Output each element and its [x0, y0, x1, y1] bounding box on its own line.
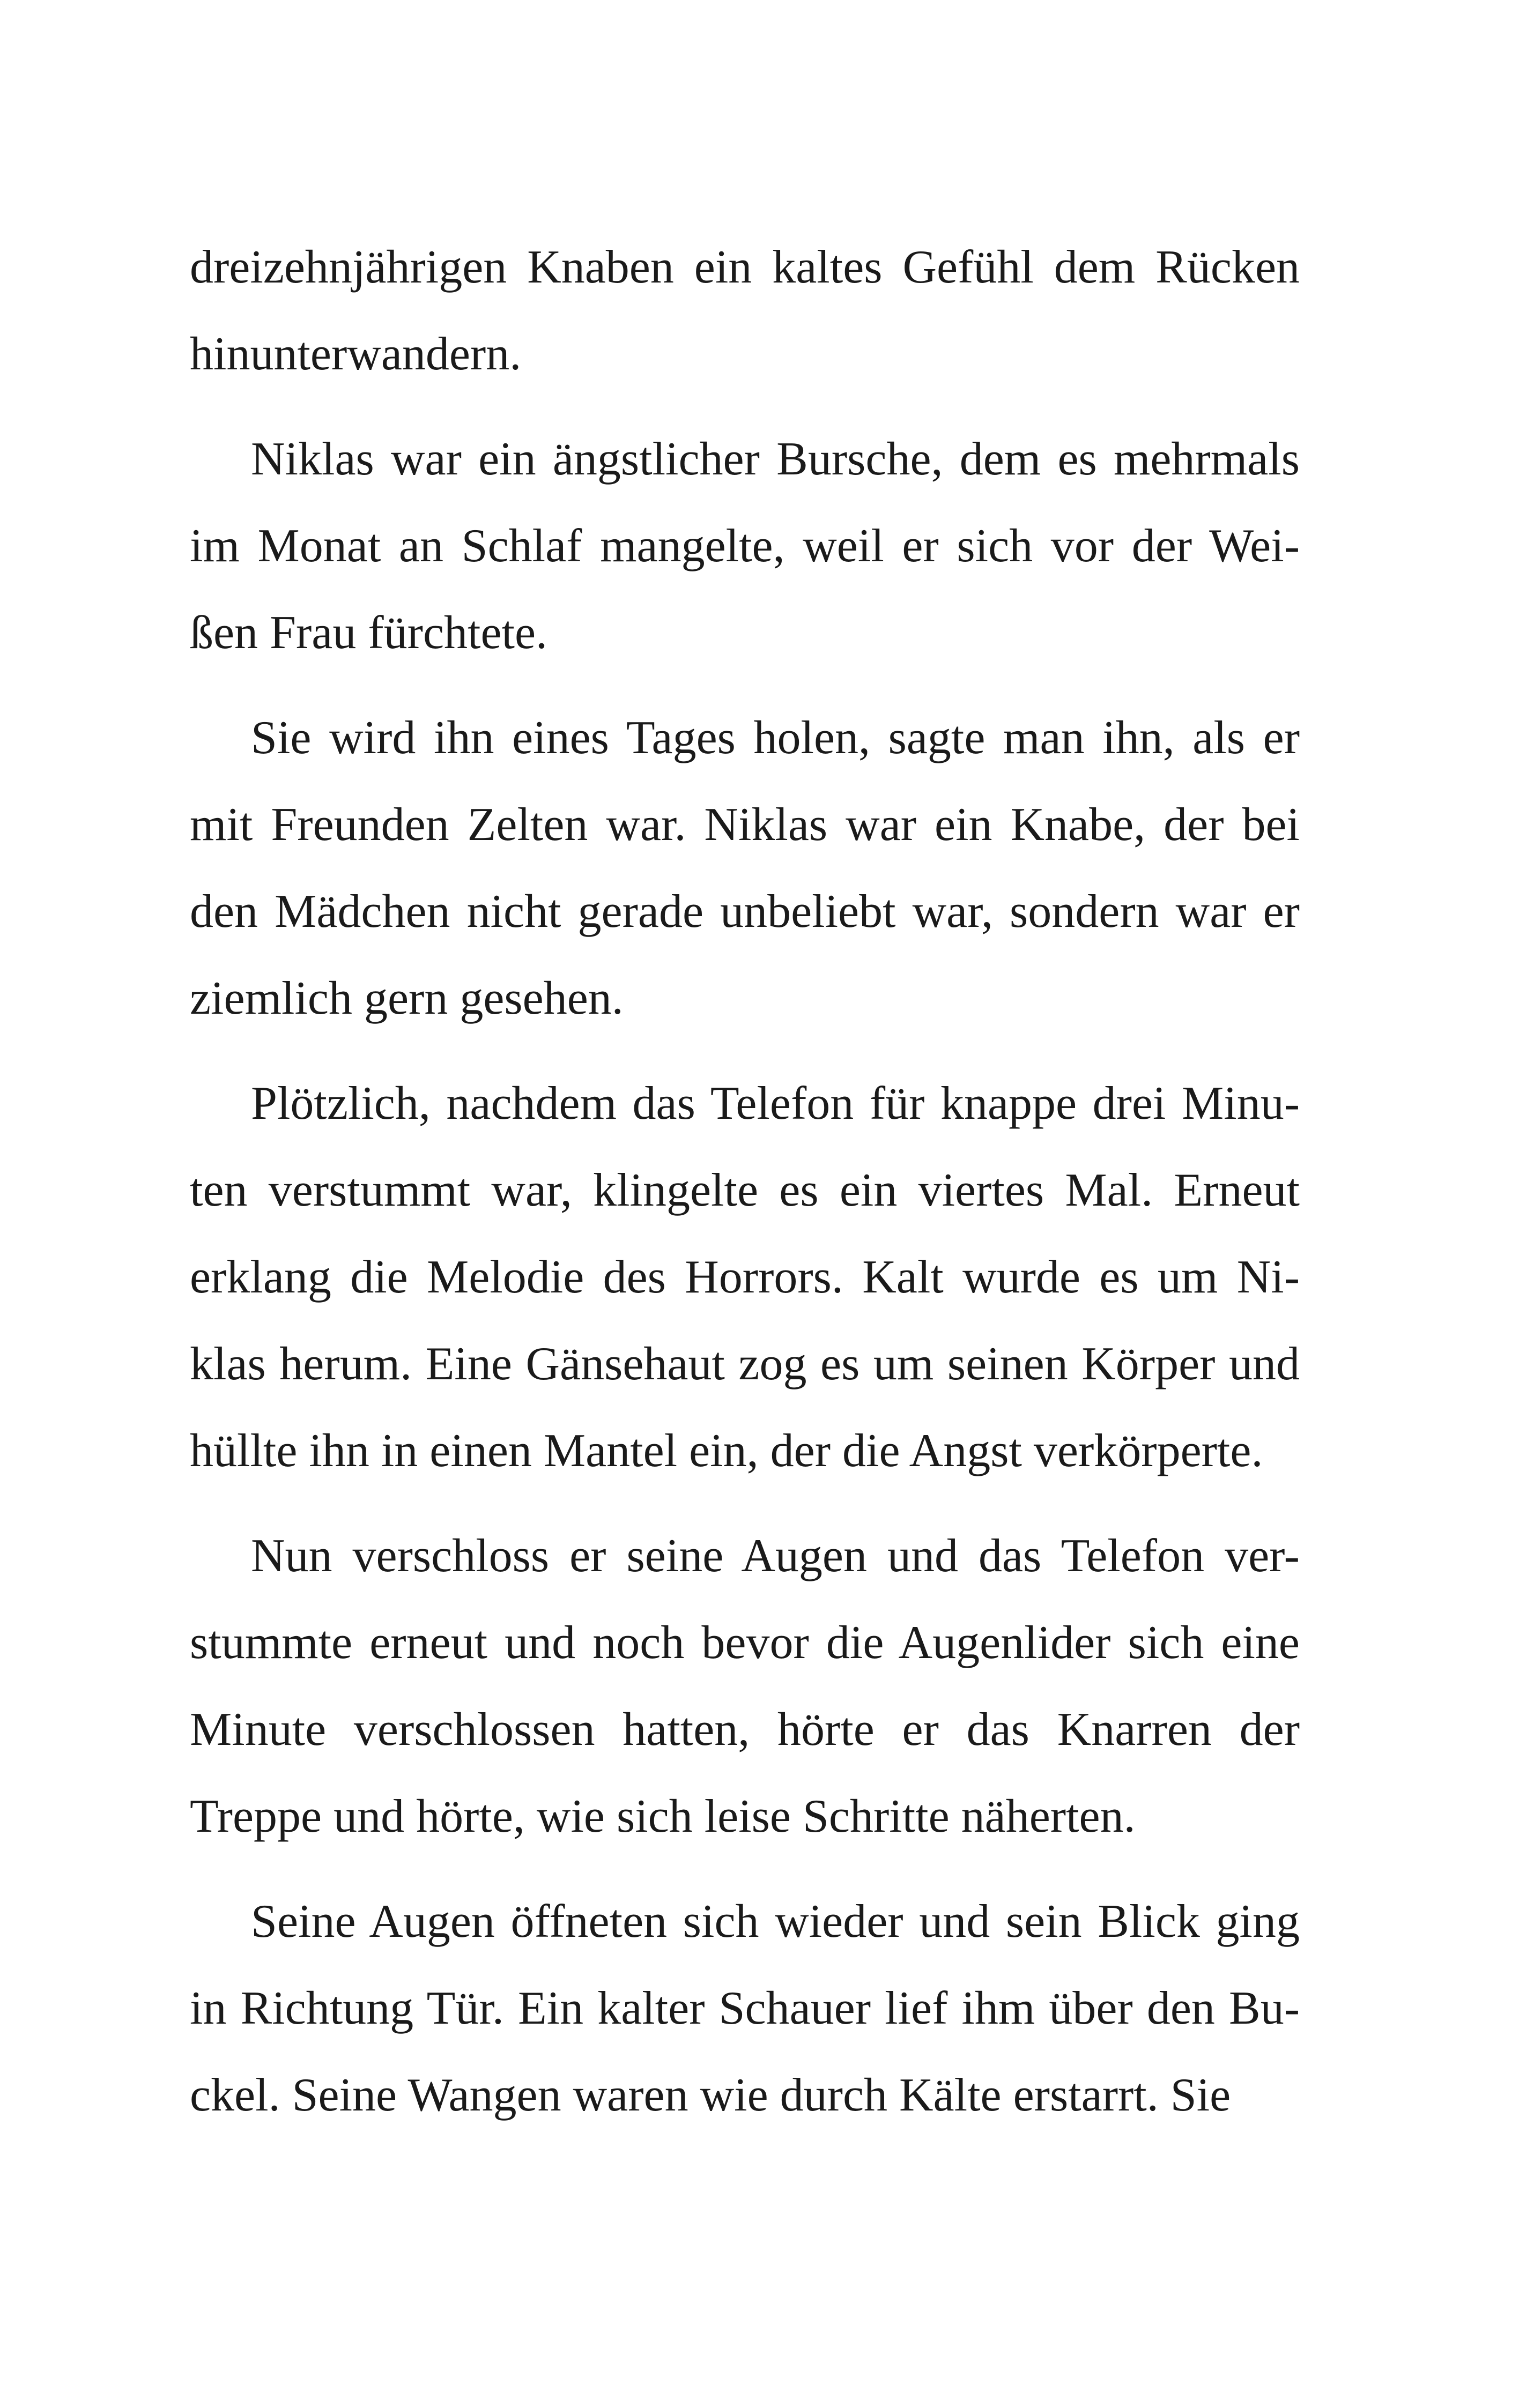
text-line-row — [190, 782, 1300, 868]
text-line-row — [190, 2052, 1300, 2139]
text-line: Niklas war ein ängstlicher Bursche, dem es mehrmals — [251, 433, 1300, 485]
text-line-row — [190, 1600, 1300, 1686]
text-line-row — [190, 1321, 1300, 1408]
text-line: dreizehnjährigen Knaben ein kaltes Gefühl dem Rücken — [190, 241, 1300, 293]
text-line: Plötzlich, nachdem das Telefon für knappe drei Minu- — [251, 1077, 1300, 1129]
text-line-row — [190, 868, 1300, 955]
text-line: ten verstummt war, klingelte es ein viertes Mal. Erneut — [190, 1164, 1300, 1216]
text-line: Seine Augen öffneten sich wieder und sein Blick ging — [251, 1896, 1300, 1948]
text-line-row — [190, 1965, 1300, 2052]
text-line-row — [190, 955, 1300, 1042]
text-line: Sie wird ihn eines Tages holen, sagte man ihn, als er — [251, 712, 1300, 764]
text-line-row — [190, 590, 1300, 677]
text-line: in Richtung Tür. Ein kalter Schauer lief ihm über den Bu- — [190, 1982, 1300, 2034]
text-line-row — [190, 503, 1300, 590]
text-line: ckel. Seine Wangen waren wie durch Kälte erstarrt. Sie — [190, 2069, 1231, 2121]
text-line: ßen Frau fürchtete. — [190, 607, 548, 659]
text-line: klas herum. Eine Gänsehaut zog es um seinen Körper und — [190, 1338, 1300, 1390]
text-line-row — [190, 1060, 1300, 1147]
paragraph — [190, 416, 1300, 677]
text-line: stummte erneut und noch bevor die Augenlider sich eine — [190, 1617, 1300, 1669]
text-line-row — [190, 1408, 1300, 1495]
paragraph — [190, 1513, 1300, 1860]
text-line: mit Freunden Zelten war. Niklas war ein Knabe, der bei — [190, 799, 1300, 851]
text-line: hinunterwandern. — [190, 328, 522, 380]
paragraph — [190, 695, 1300, 1042]
text-line: erklang die Melodie des Horrors. Kalt wurde es um Ni- — [190, 1251, 1300, 1303]
text-line: Treppe und hörte, wie sich leise Schritte näherten. — [190, 1790, 1136, 1842]
text-line: Minute verschlossen hatten, hörte er das Knarren der — [190, 1704, 1300, 1756]
text-line-row — [190, 1147, 1300, 1234]
text-line: Nun verschloss er seine Augen und das Telefon ver- — [251, 1530, 1300, 1582]
paragraph — [190, 224, 1300, 398]
paragraph — [190, 1878, 1300, 2139]
text-line-row — [190, 311, 1300, 398]
text-line-row — [190, 224, 1300, 311]
text-line-row — [190, 1513, 1300, 1600]
text-line: im Monat an Schlaf mangelte, weil er sich vor der Wei- — [190, 520, 1300, 572]
paragraph — [190, 1060, 1300, 1495]
text-line: hüllte ihn in einen Mantel ein, der die Angst verkörperte. — [190, 1425, 1263, 1477]
text-line-row — [190, 416, 1300, 503]
text-line-row — [190, 1686, 1300, 1773]
body-text — [190, 224, 1300, 2157]
text-line-row — [190, 1878, 1300, 1965]
text-line: den Mädchen nicht gerade unbeliebt war, sondern war er — [190, 886, 1300, 938]
text-line-row — [190, 1773, 1300, 1860]
text-line: ziemlich gern gesehen. — [190, 972, 624, 1024]
text-line-row — [190, 1234, 1300, 1321]
text-line-row — [190, 695, 1300, 782]
